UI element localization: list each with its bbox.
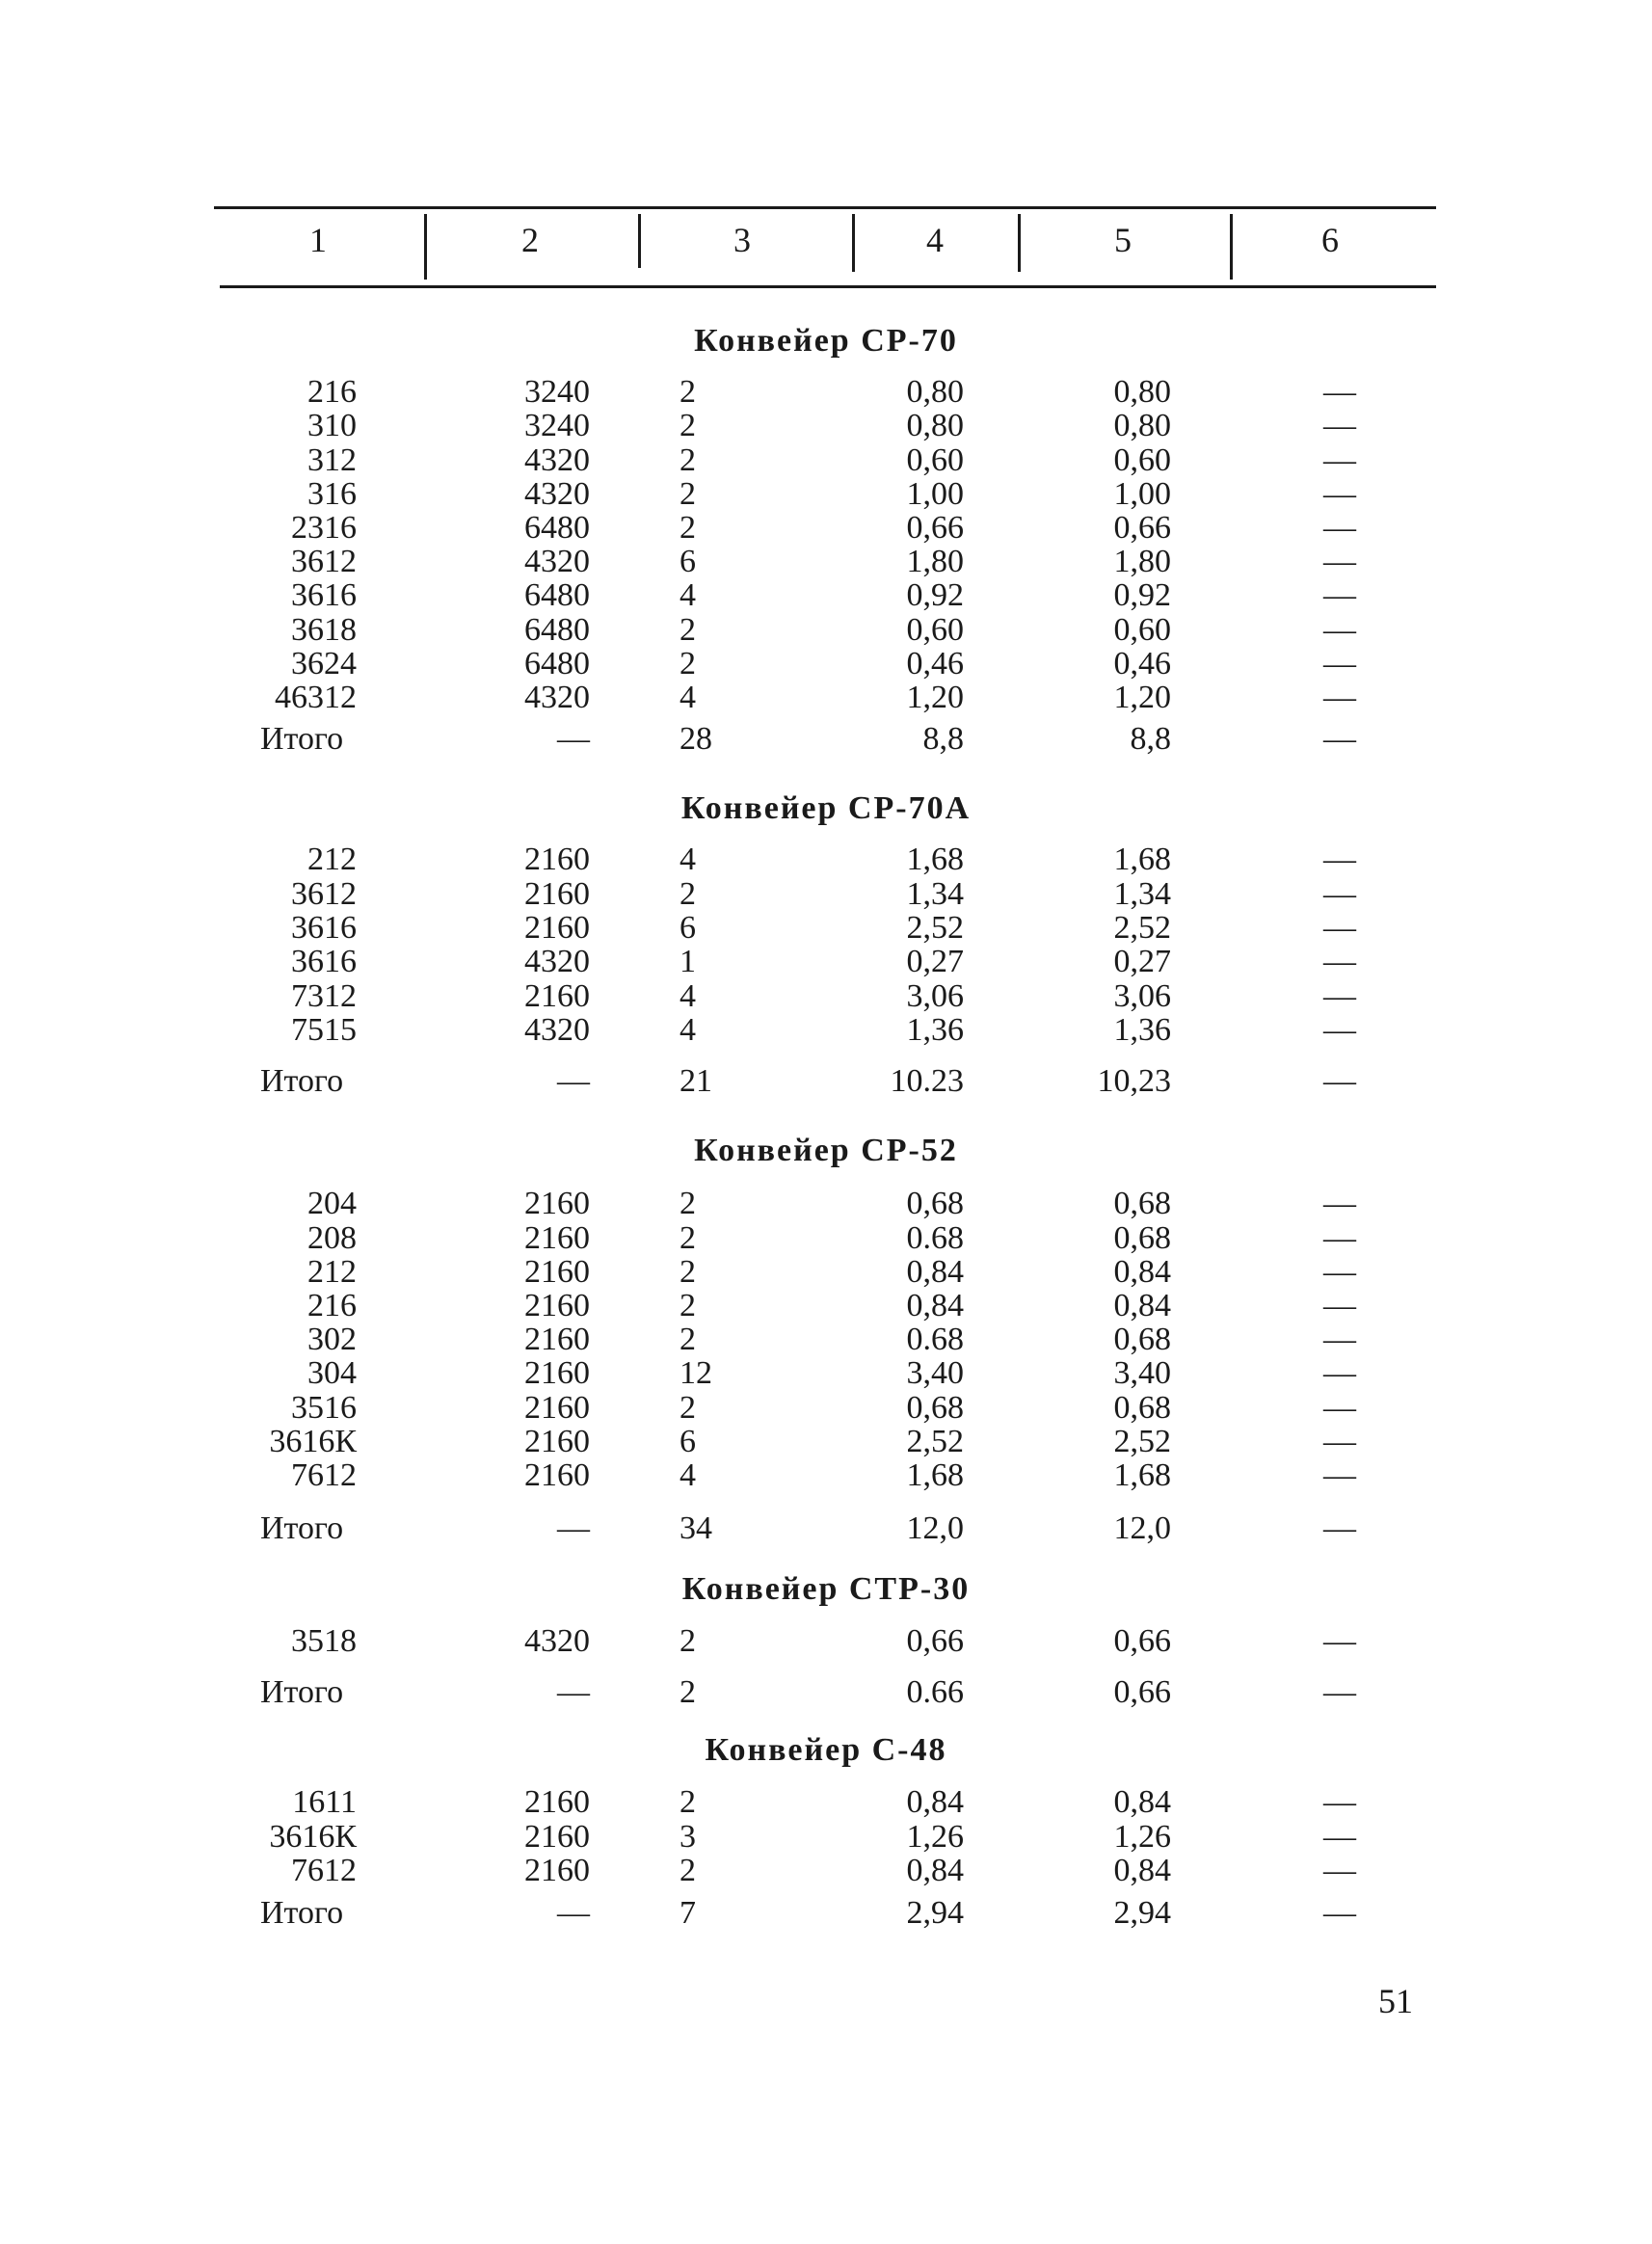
value-col5: 0,68 [1113, 1322, 1171, 1357]
value-col4: 0.68 [906, 1220, 964, 1256]
count: 4 [679, 978, 696, 1014]
value-col5: 0,68 [1113, 1186, 1171, 1221]
count: 2 [679, 876, 696, 912]
value-col6: — [1323, 876, 1356, 912]
value-col5: 0,84 [1113, 1853, 1171, 1888]
table-row [0, 944, 1652, 978]
table-row [0, 876, 1652, 911]
bearing-number: 3624 [291, 646, 357, 681]
value-col6: — [1323, 544, 1356, 579]
value-col6: — [1323, 510, 1356, 546]
count: 6 [679, 910, 696, 946]
quantity-hours: — [557, 1674, 590, 1710]
value-col4: 0,84 [906, 1288, 964, 1323]
value-col5: 2,94 [1113, 1895, 1171, 1931]
value-col6: — [1323, 1674, 1356, 1710]
value-col4: 12,0 [906, 1510, 964, 1546]
value-col4: 0,66 [906, 1623, 964, 1659]
value-col6: — [1323, 1322, 1356, 1357]
quantity-hours: 2160 [524, 978, 590, 1014]
value-col5: 1,68 [1113, 842, 1171, 877]
table-row [0, 1784, 1652, 1819]
value-col5: 0,60 [1113, 612, 1171, 648]
bearing-number: 208 [307, 1220, 357, 1256]
count: 2 [679, 1254, 696, 1290]
value-col4: 3,40 [906, 1355, 964, 1391]
value-col4: 1,34 [906, 876, 964, 912]
quantity-hours: 2160 [524, 1424, 590, 1459]
total-row [0, 721, 1652, 756]
bearing-number: 7612 [291, 1853, 357, 1888]
value-col4: 0,60 [906, 612, 964, 648]
table-row [0, 1254, 1652, 1289]
table-row [0, 1390, 1652, 1425]
value-col6: — [1323, 721, 1356, 757]
bearing-number: 3516 [291, 1390, 357, 1426]
header-divider [852, 214, 855, 272]
value-col6: — [1323, 978, 1356, 1014]
table-row [0, 476, 1652, 511]
value-col5: 0,66 [1113, 1674, 1171, 1710]
quantity-hours: — [557, 721, 590, 757]
quantity-hours: 4320 [524, 544, 590, 579]
value-col5: 1,26 [1113, 1819, 1171, 1855]
header-divider [638, 214, 641, 268]
quantity-hours: 2160 [524, 1784, 590, 1820]
value-col5: 0,80 [1113, 408, 1171, 443]
table-row [0, 374, 1652, 409]
value-col5: 0,92 [1113, 577, 1171, 613]
total-row [0, 1510, 1652, 1545]
bearing-number: 3518 [291, 1623, 357, 1659]
value-col5: 12,0 [1113, 1510, 1171, 1546]
count: 12 [679, 1355, 712, 1391]
total-label: Итого [260, 1510, 344, 1546]
value-col6: — [1323, 1510, 1356, 1546]
count: 34 [679, 1510, 712, 1546]
total-row [0, 1674, 1652, 1709]
value-col4: 0,80 [906, 408, 964, 443]
value-col5: 2,52 [1113, 910, 1171, 946]
total-label: Итого [260, 721, 344, 757]
count: 1 [679, 944, 696, 979]
quantity-hours: 6480 [524, 646, 590, 681]
table-row [0, 1819, 1652, 1854]
count: 2 [679, 408, 696, 443]
value-col6: — [1323, 1390, 1356, 1426]
value-col4: 1,68 [906, 842, 964, 877]
value-col4: 0,84 [906, 1254, 964, 1290]
bearing-number: 316 [307, 476, 357, 512]
section-title: Конвейер СР-70А [680, 790, 972, 826]
value-col5: 0,46 [1113, 646, 1171, 681]
table-row [0, 842, 1652, 876]
table-row [0, 646, 1652, 681]
value-col5: 3,06 [1113, 978, 1171, 1014]
value-col4: 0.66 [906, 1674, 964, 1710]
bearing-number: 2316 [291, 510, 357, 546]
value-col4: 0,84 [906, 1784, 964, 1820]
bearing-number: 3616 [291, 944, 357, 979]
value-col5: 0,68 [1113, 1390, 1171, 1426]
value-col4: 1,36 [906, 1012, 964, 1048]
table-row [0, 1424, 1652, 1458]
quantity-hours: 2160 [524, 1853, 590, 1888]
count: 2 [679, 1322, 696, 1357]
value-col4: 1,68 [906, 1457, 964, 1493]
bearing-number: 204 [307, 1186, 357, 1221]
count: 4 [679, 842, 696, 877]
count: 2 [679, 1390, 696, 1426]
bearing-number: 7612 [291, 1457, 357, 1493]
value-col6: — [1323, 1220, 1356, 1256]
total-label: Итого [260, 1674, 344, 1710]
value-col5: 8,8 [1130, 721, 1171, 757]
value-col6: — [1323, 944, 1356, 979]
table-row [0, 1186, 1652, 1220]
value-col6: — [1323, 1784, 1356, 1820]
count: 2 [679, 612, 696, 648]
bearing-number: 212 [307, 1254, 357, 1290]
count: 2 [679, 442, 696, 478]
count: 6 [679, 544, 696, 579]
table-row [0, 544, 1652, 578]
count: 6 [679, 1424, 696, 1459]
count: 2 [679, 1853, 696, 1888]
total-label: Итого [260, 1895, 344, 1931]
value-col6: — [1323, 1254, 1356, 1290]
value-col6: — [1323, 476, 1356, 512]
value-col4: 0,66 [906, 510, 964, 546]
value-col5: 0,60 [1113, 442, 1171, 478]
bearing-number: 216 [307, 374, 357, 410]
count: 2 [679, 1288, 696, 1323]
column-header-5: 5 [1114, 221, 1132, 259]
bearing-number: 7312 [291, 978, 357, 1014]
header-divider [1018, 214, 1021, 272]
table-row [0, 1623, 1652, 1658]
value-col6: — [1323, 1424, 1356, 1459]
value-col6: — [1323, 680, 1356, 715]
value-col5: 1,36 [1113, 1012, 1171, 1048]
quantity-hours: 6480 [524, 612, 590, 648]
quantity-hours: 3240 [524, 408, 590, 443]
value-col5: 1,00 [1113, 476, 1171, 512]
count: 2 [679, 1784, 696, 1820]
column-header-6: 6 [1321, 221, 1339, 259]
quantity-hours: 2160 [524, 1457, 590, 1493]
bearing-number: 302 [307, 1322, 357, 1357]
quantity-hours: — [557, 1895, 590, 1931]
header-top-rule [214, 206, 1436, 209]
value-col4: 2,94 [906, 1895, 964, 1931]
column-header-1: 1 [309, 221, 327, 259]
total-row [0, 1895, 1652, 1930]
total-row [0, 1063, 1652, 1098]
value-col6: — [1323, 1853, 1356, 1888]
bearing-number: 3616К [269, 1819, 357, 1855]
section-title: Конвейер С-48 [705, 1732, 947, 1768]
value-col6: — [1323, 842, 1356, 877]
bearing-number: 3612 [291, 544, 357, 579]
bearing-number: 7515 [291, 1012, 357, 1048]
header-divider [1230, 214, 1233, 280]
quantity-hours: 4320 [524, 476, 590, 512]
column-header-3: 3 [733, 221, 751, 259]
count: 3 [679, 1819, 696, 1855]
value-col4: 3,06 [906, 978, 964, 1014]
count: 2 [679, 510, 696, 546]
quantity-hours: 6480 [524, 510, 590, 546]
value-col6: — [1323, 1288, 1356, 1323]
bearing-number: 1611 [292, 1784, 357, 1820]
value-col6: — [1323, 910, 1356, 946]
table-row [0, 1457, 1652, 1492]
table-row [0, 1322, 1652, 1356]
bearing-number: 3616 [291, 910, 357, 946]
table-row [0, 577, 1652, 612]
value-col4: 1,80 [906, 544, 964, 579]
quantity-hours: 2160 [524, 1288, 590, 1323]
value-col6: — [1323, 1819, 1356, 1855]
value-col4: 8,8 [922, 721, 964, 757]
table-row [0, 1220, 1652, 1255]
column-header-2: 2 [521, 221, 539, 259]
value-col4: 0.68 [906, 1322, 964, 1357]
quantity-hours: 2160 [524, 1186, 590, 1221]
value-col4: 0,68 [906, 1390, 964, 1426]
bearing-number: 304 [307, 1355, 357, 1391]
value-col4: 0,46 [906, 646, 964, 681]
total-label: Итого [260, 1063, 344, 1099]
page-number: 51 [1378, 1982, 1413, 2020]
quantity-hours: 2160 [524, 1220, 590, 1256]
value-col6: — [1323, 1355, 1356, 1391]
value-col6: — [1323, 1186, 1356, 1221]
value-col4: 1,00 [906, 476, 964, 512]
bearing-number: 3616 [291, 577, 357, 613]
value-col6: — [1323, 1063, 1356, 1099]
count: 4 [679, 680, 696, 715]
bearing-number: 312 [307, 442, 357, 478]
quantity-hours: 3240 [524, 374, 590, 410]
quantity-hours: 6480 [524, 577, 590, 613]
value-col4: 1,20 [906, 680, 964, 715]
count: 2 [679, 1186, 696, 1221]
value-col5: 1,20 [1113, 680, 1171, 715]
quantity-hours: 4320 [524, 1623, 590, 1659]
value-col5: 0,80 [1113, 374, 1171, 410]
quantity-hours: — [557, 1063, 590, 1099]
value-col5: 0,27 [1113, 944, 1171, 979]
count: 2 [679, 646, 696, 681]
section-title: Конвейер СР-52 [694, 1133, 958, 1168]
quantity-hours: 4320 [524, 944, 590, 979]
count: 21 [679, 1063, 712, 1099]
bearing-number: 3618 [291, 612, 357, 648]
bearing-number: 310 [307, 408, 357, 443]
column-header-4: 4 [926, 221, 944, 259]
value-col5: 1,68 [1113, 1457, 1171, 1493]
bearing-number: 216 [307, 1288, 357, 1323]
value-col6: — [1323, 646, 1356, 681]
count: 2 [679, 476, 696, 512]
quantity-hours: 2160 [524, 876, 590, 912]
value-col4: 1,26 [906, 1819, 964, 1855]
value-col5: 0,66 [1113, 510, 1171, 546]
quantity-hours: — [557, 1510, 590, 1546]
bearing-number: 3616К [269, 1424, 357, 1459]
value-col4: 0,68 [906, 1186, 964, 1221]
count: 4 [679, 1457, 696, 1493]
count: 2 [679, 1623, 696, 1659]
quantity-hours: 4320 [524, 1012, 590, 1048]
table-row [0, 1288, 1652, 1322]
value-col4: 2,52 [906, 910, 964, 946]
value-col6: — [1323, 408, 1356, 443]
value-col6: — [1323, 1895, 1356, 1931]
quantity-hours: 4320 [524, 442, 590, 478]
table-row [0, 442, 1652, 477]
section-title: Конвейер СР-70 [694, 323, 958, 359]
value-col5: 0,68 [1113, 1220, 1171, 1256]
count: 4 [679, 577, 696, 613]
table-row [0, 408, 1652, 442]
table-row [0, 1012, 1652, 1047]
value-col5: 1,80 [1113, 544, 1171, 579]
table-row [0, 510, 1652, 545]
value-col5: 0,84 [1113, 1254, 1171, 1290]
table-row [0, 1853, 1652, 1887]
quantity-hours: 2160 [524, 910, 590, 946]
value-col4: 0,84 [906, 1853, 964, 1888]
value-col4: 0,92 [906, 577, 964, 613]
table-row [0, 680, 1652, 714]
value-col4: 10.23 [890, 1063, 964, 1099]
value-col5: 3,40 [1113, 1355, 1171, 1391]
count: 28 [679, 721, 712, 757]
value-col6: — [1323, 374, 1356, 410]
count: 7 [679, 1895, 696, 1931]
table-row [0, 910, 1652, 945]
value-col5: 0,66 [1113, 1623, 1171, 1659]
table-row [0, 978, 1652, 1013]
value-col4: 0,27 [906, 944, 964, 979]
value-col6: — [1323, 612, 1356, 648]
quantity-hours: 2160 [524, 1254, 590, 1290]
section-title: Конвейер СТР-30 [681, 1571, 971, 1607]
value-col4: 2,52 [906, 1424, 964, 1459]
value-col4: 0,60 [906, 442, 964, 478]
header-divider [424, 214, 427, 280]
value-col5: 0,84 [1113, 1784, 1171, 1820]
value-col6: — [1323, 1623, 1356, 1659]
value-col6: — [1323, 442, 1356, 478]
quantity-hours: 2160 [524, 1322, 590, 1357]
quantity-hours: 4320 [524, 680, 590, 715]
value-col5: 0,84 [1113, 1288, 1171, 1323]
table-row [0, 612, 1652, 647]
quantity-hours: 2160 [524, 1390, 590, 1426]
bearing-number: 212 [307, 842, 357, 877]
value-col6: — [1323, 577, 1356, 613]
value-col5: 1,34 [1113, 876, 1171, 912]
bearing-number: 46312 [275, 680, 357, 715]
header-bottom-rule [220, 285, 1436, 288]
value-col5: 2,52 [1113, 1424, 1171, 1459]
quantity-hours: 2160 [524, 842, 590, 877]
value-col6: — [1323, 1457, 1356, 1493]
count: 2 [679, 374, 696, 410]
value-col5: 10,23 [1097, 1063, 1171, 1099]
count: 2 [679, 1220, 696, 1256]
quantity-hours: 2160 [524, 1355, 590, 1391]
count: 2 [679, 1674, 696, 1710]
value-col6: — [1323, 1012, 1356, 1048]
count: 4 [679, 1012, 696, 1048]
bearing-number: 3612 [291, 876, 357, 912]
quantity-hours: 2160 [524, 1819, 590, 1855]
value-col4: 0,80 [906, 374, 964, 410]
table-row [0, 1355, 1652, 1390]
